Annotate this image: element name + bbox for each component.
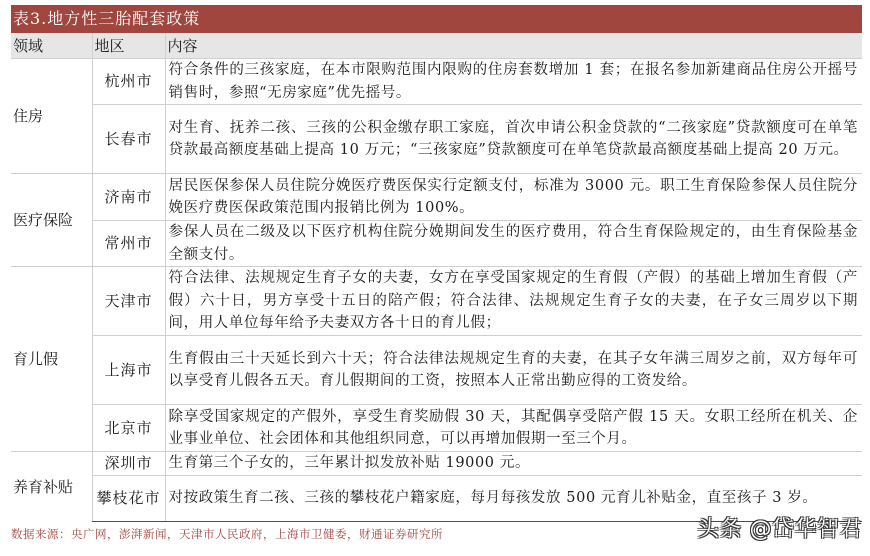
policy-table xyxy=(11,33,862,522)
region-tianjin: 天津市 xyxy=(92,267,165,336)
region-jinan: 济南市 xyxy=(92,174,165,221)
header-region: 地区 xyxy=(92,33,165,59)
header-content: 内容 xyxy=(165,33,862,59)
table-row xyxy=(11,174,862,221)
table-row xyxy=(11,405,862,452)
domain-childcare-subsidy: 养育补贴 xyxy=(11,452,92,522)
content-changzhou: 参保人员在二级及以下医疗机构住院分娩期间发生的医疗费用，符合生育保险规定的，由生育保险基金全额支付。 xyxy=(165,221,862,267)
region-shenzhen: 深圳市 xyxy=(92,452,165,476)
table-row xyxy=(11,221,862,267)
region-panzhihua: 攀枝花市 xyxy=(92,476,165,522)
table-row xyxy=(11,59,862,105)
table-row xyxy=(11,452,862,476)
region-shanghai: 上海市 xyxy=(92,336,165,405)
region-hangzhou: 杭州市 xyxy=(92,59,165,105)
header-domain: 领域 xyxy=(11,33,92,59)
domain-housing: 住房 xyxy=(11,59,92,174)
table-row xyxy=(11,105,862,174)
source-note: 数据来源：央广网，澎湃新闻，天津市人民政府，上海市卫健委，财通证券研究所 xyxy=(11,527,443,541)
table-header-row xyxy=(11,33,862,59)
region-changzhou: 常州市 xyxy=(92,221,165,267)
content-tianjin: 符合法律、法规规定生育子女的夫妻，女方在享受国家规定的生育假（产假）的基础上增加生育假（产假）六十日，男方享受十五日的陪产假；符合法律、法规规定生育子女的夫妻，在子女三周岁以下期间，用人单位每年给予夫妻双方各十日的育儿假； xyxy=(165,267,862,336)
content-changchun: 对生育、抚养二孩、三孩的公积金缴存职工家庭，首次申请公积金贷款的“二孩家庭”贷款额度可在单笔贷款最高额度基础上提高 10 万元；“三孩家庭”贷款额度可在单笔贷款最高额度基础上提高 20 万元。 xyxy=(165,105,862,174)
content-panzhihua: 对按政策生育二孩、三孩的攀枝花户籍家庭，每月每孩发放 500 元育儿补贴金，直至孩子 3 岁。 xyxy=(165,476,862,522)
watermark: 头条 @岱华智君 xyxy=(697,517,862,542)
content-shanghai: 生育假由三十天延长到六十天；符合法律法规规定生育的夫妻，在其子女年满三周岁之前，双方每年可以享受育儿假各五天。育儿假期间的工资，按照本人正常出勤应得的工资发给。 xyxy=(165,336,862,405)
region-beijing: 北京市 xyxy=(92,405,165,452)
content-hangzhou: 符合条件的三孩家庭，在本市限购范围内限购的住房套数增加 1 套；在报名参加新建商品住房公开摇号销售时，参照“无房家庭”优先摇号。 xyxy=(165,59,862,105)
table-title: 表3.地方性三胎配套政策 xyxy=(11,5,862,33)
content-beijing: 除享受国家规定的产假外，享受生育奖励假 30 天，其配偶享受陪产假 15 天。女职工经所在机关、企业事业单位、社会团体和其他组织同意，可以再增加假期一至三个月。 xyxy=(165,405,862,452)
content-jinan: 居民医保参保人员住院分娩医疗费医保实行定额支付，标准为 3000 元。职工生育保险参保人员住院分娩医疗费医保政策范围内报销比例为 100%。 xyxy=(165,174,862,221)
region-changchun: 长春市 xyxy=(92,105,165,174)
domain-medical-insurance: 医疗保险 xyxy=(11,174,92,267)
domain-parental-leave: 育儿假 xyxy=(11,267,92,452)
content-shenzhen: 生育第三个子女的，三年累计拟发放补贴 19000 元。 xyxy=(165,452,862,476)
table-row xyxy=(11,267,862,336)
table-row xyxy=(11,336,862,405)
